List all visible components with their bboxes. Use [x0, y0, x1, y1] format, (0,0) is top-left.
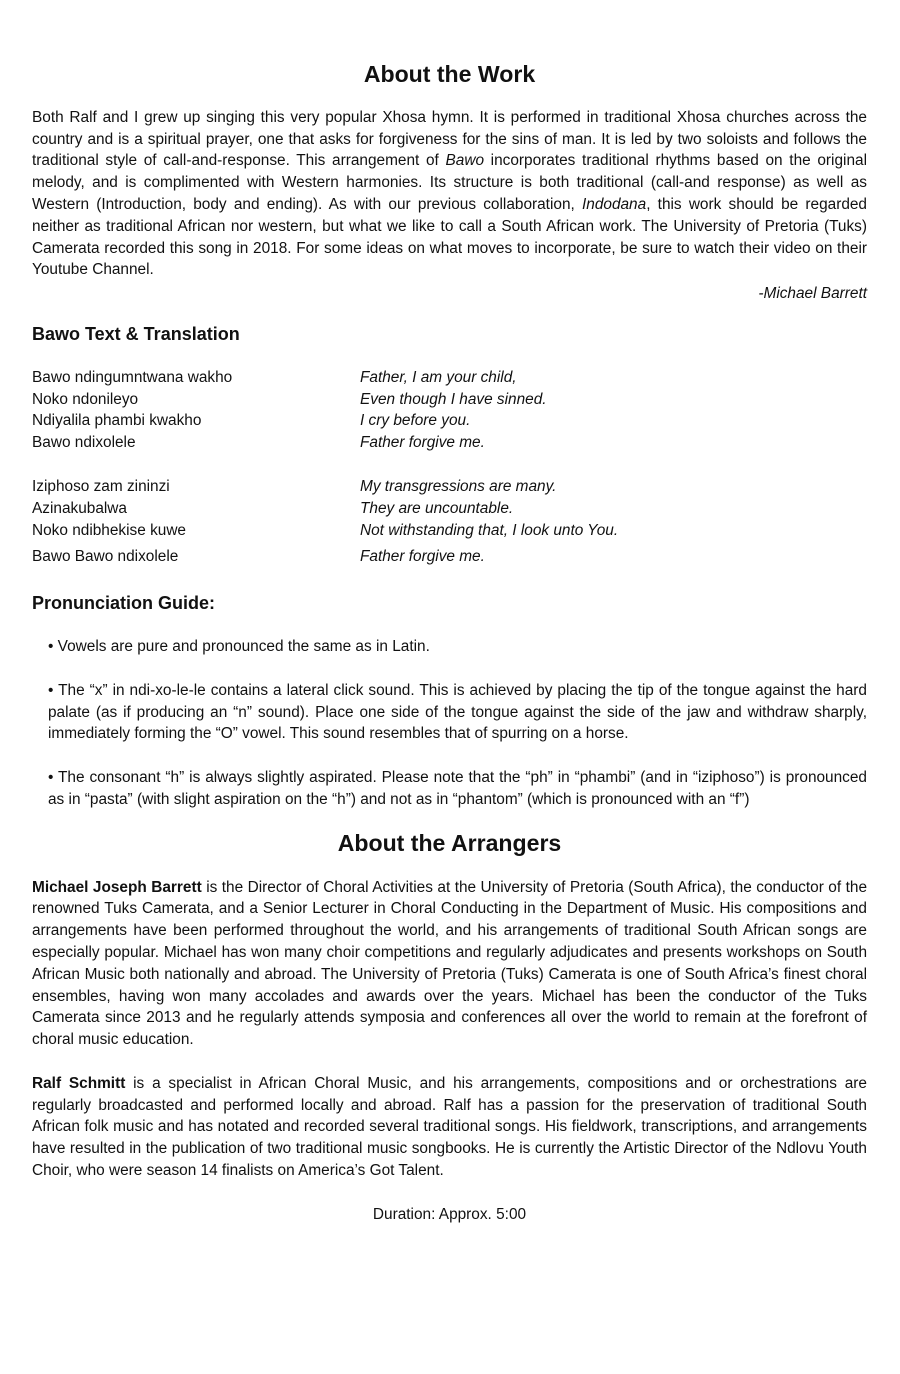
english-line: Not withstanding that, I look unto You.	[360, 521, 619, 539]
translation-line	[32, 520, 618, 542]
about-work-text-2: incorporates traditional rhythms based on the original melody, and is complimented with Western harmonies. Its structure is both traditional (call-and response) as well as Western (Introduction, body and ending). As with our previous collaboration,	[32, 152, 867, 213]
pronunciation-bullet: • The consonant “h” is always slightly aspirated. Please note that the “ph” in “phambi” (and in “iziphoso”) is pronounced as in “pasta” (with slight aspiration on the “h”) and not as in “phantom” (which is pronounced with an “f”)	[48, 769, 867, 808]
xhosa-line: Bawo Bawo ndixolele	[32, 548, 179, 566]
about-work-title-indodana: Indodana	[581, 195, 647, 213]
pronunciation-bullet: • The “x” in ndi-xo-le-le contains a lateral click sound. This is achieved by placing the tip of the tongue against the hard palate (as if producing an “n” sound). Place one side of the tongue against the side of the jaw and withdraw sharply, immediately forming the “O” vowel. This sound resembles that of spurring on a horse.	[48, 681, 867, 743]
xhosa-line: Bawo ndixolele	[32, 434, 136, 452]
about-work-signature: -Michael Barrett	[758, 285, 867, 303]
schmitt-bio	[32, 1073, 867, 1182]
english-line: Father forgive me.	[360, 548, 485, 566]
schmitt-text: is a specialist in African Choral Music, and his arrangements, compositions and or orchestrations are regularly broadcasted and performed locally and abroad. Ralf has a passion for the preservation of traditional South African folk music and has notated and recorded several traditional songs. His fieldwork, transcriptions, and arrangements have resulted in the publication of two traditional music songbooks. He is currently the Artistic Director of the Ndlovu Youth Choir, who were season 14 finalists on America’s Got Talent.	[32, 1074, 867, 1180]
xhosa-line: Noko ndonileyo	[32, 390, 139, 408]
translation-stanza-1	[32, 367, 547, 454]
english-line: I cry before you.	[360, 412, 471, 430]
xhosa-line: Noko ndibhekise kuwe	[32, 521, 186, 539]
xhosa-line: Ndiyalila phambi kwakho	[32, 412, 202, 430]
translation-line	[32, 410, 547, 432]
page-content	[32, 61, 867, 1226]
english-line: My transgressions are many.	[360, 477, 557, 495]
pronunciation-list	[48, 636, 867, 811]
translation-heading: Bawo Text & Translation	[32, 323, 240, 344]
translation-stanza-2	[32, 476, 618, 541]
about-work-title-bawo: Bawo	[445, 152, 484, 170]
translation-line	[32, 367, 547, 389]
english-line: Father forgive me.	[360, 434, 485, 452]
about-work-paragraph	[32, 107, 867, 281]
schmitt-name: Ralf Schmitt	[32, 1074, 126, 1092]
arrangers-heading: About the Arrangers	[337, 829, 562, 856]
english-line: Father, I am your child,	[360, 368, 517, 386]
about-work-text-3: , this work should be regarded neither as traditional African nor western, but what we like to call a South African work. The University of Pretoria (Tuks) Camerata recorded this song in 2018. For some ideas on what moves to incorporate, be sure to watch their video on their Youtube Channel.	[32, 195, 867, 279]
xhosa-line: Bawo ndingumntwana wakho	[32, 368, 233, 386]
about-work-text-1: Both Ralf and I grew up singing this very popular Xhosa hymn. It is performed in traditional Xhosa churches across the country and is a spiritual prayer, one that asks for forgiveness for the sins of man. It is led by two soloists and follows the traditional style of call-and-response. This arrangement of	[32, 108, 867, 170]
xhosa-line: Iziphoso zam zininzi	[32, 477, 170, 495]
pronunciation-bullet: • Vowels are pure and pronounced the same as in Latin.	[48, 637, 430, 655]
pronunciation-heading: Pronunciation Guide:	[32, 593, 215, 614]
barrett-text: is the Director of Choral Activities at the University of Pretoria (South Africa), the conductor of the renowned Tuks Camerata, and a Senior Lecturer in Choral Conducting in the Department of Music. His compositions and arrangements have been performed throughout the world, and his arrangements of traditional South African songs are especially popular. Michael has won many choir competitions and regularly adjudicates and presents workshops on South African Music both nationally and abroad. The University of Pretoria (Tuks) Camerata is one of South Africa’s finest choral ensembles, having won many accolades and awards over the years. Michael has been the conductor of the Tuks Camerata since 2013 and he regularly attends symposia and conferences all over the world to remain at the forefront of choral music education.	[32, 878, 867, 1049]
translation-line	[32, 498, 618, 520]
translation-line	[32, 432, 547, 454]
translation-line	[32, 476, 618, 498]
translation-line	[32, 389, 547, 411]
english-line: They are uncountable.	[360, 499, 514, 517]
duration-text: Duration: Approx. 5:00	[372, 1205, 527, 1223]
barrett-bio	[32, 877, 867, 1051]
translation-final-line	[32, 546, 485, 568]
translation-line	[32, 546, 485, 568]
barrett-name: Michael Joseph Barrett	[32, 878, 202, 896]
about-work-heading: About the Work	[363, 61, 536, 87]
xhosa-line: Azinakubalwa	[32, 499, 127, 517]
english-line: Even though I have sinned.	[360, 390, 547, 408]
